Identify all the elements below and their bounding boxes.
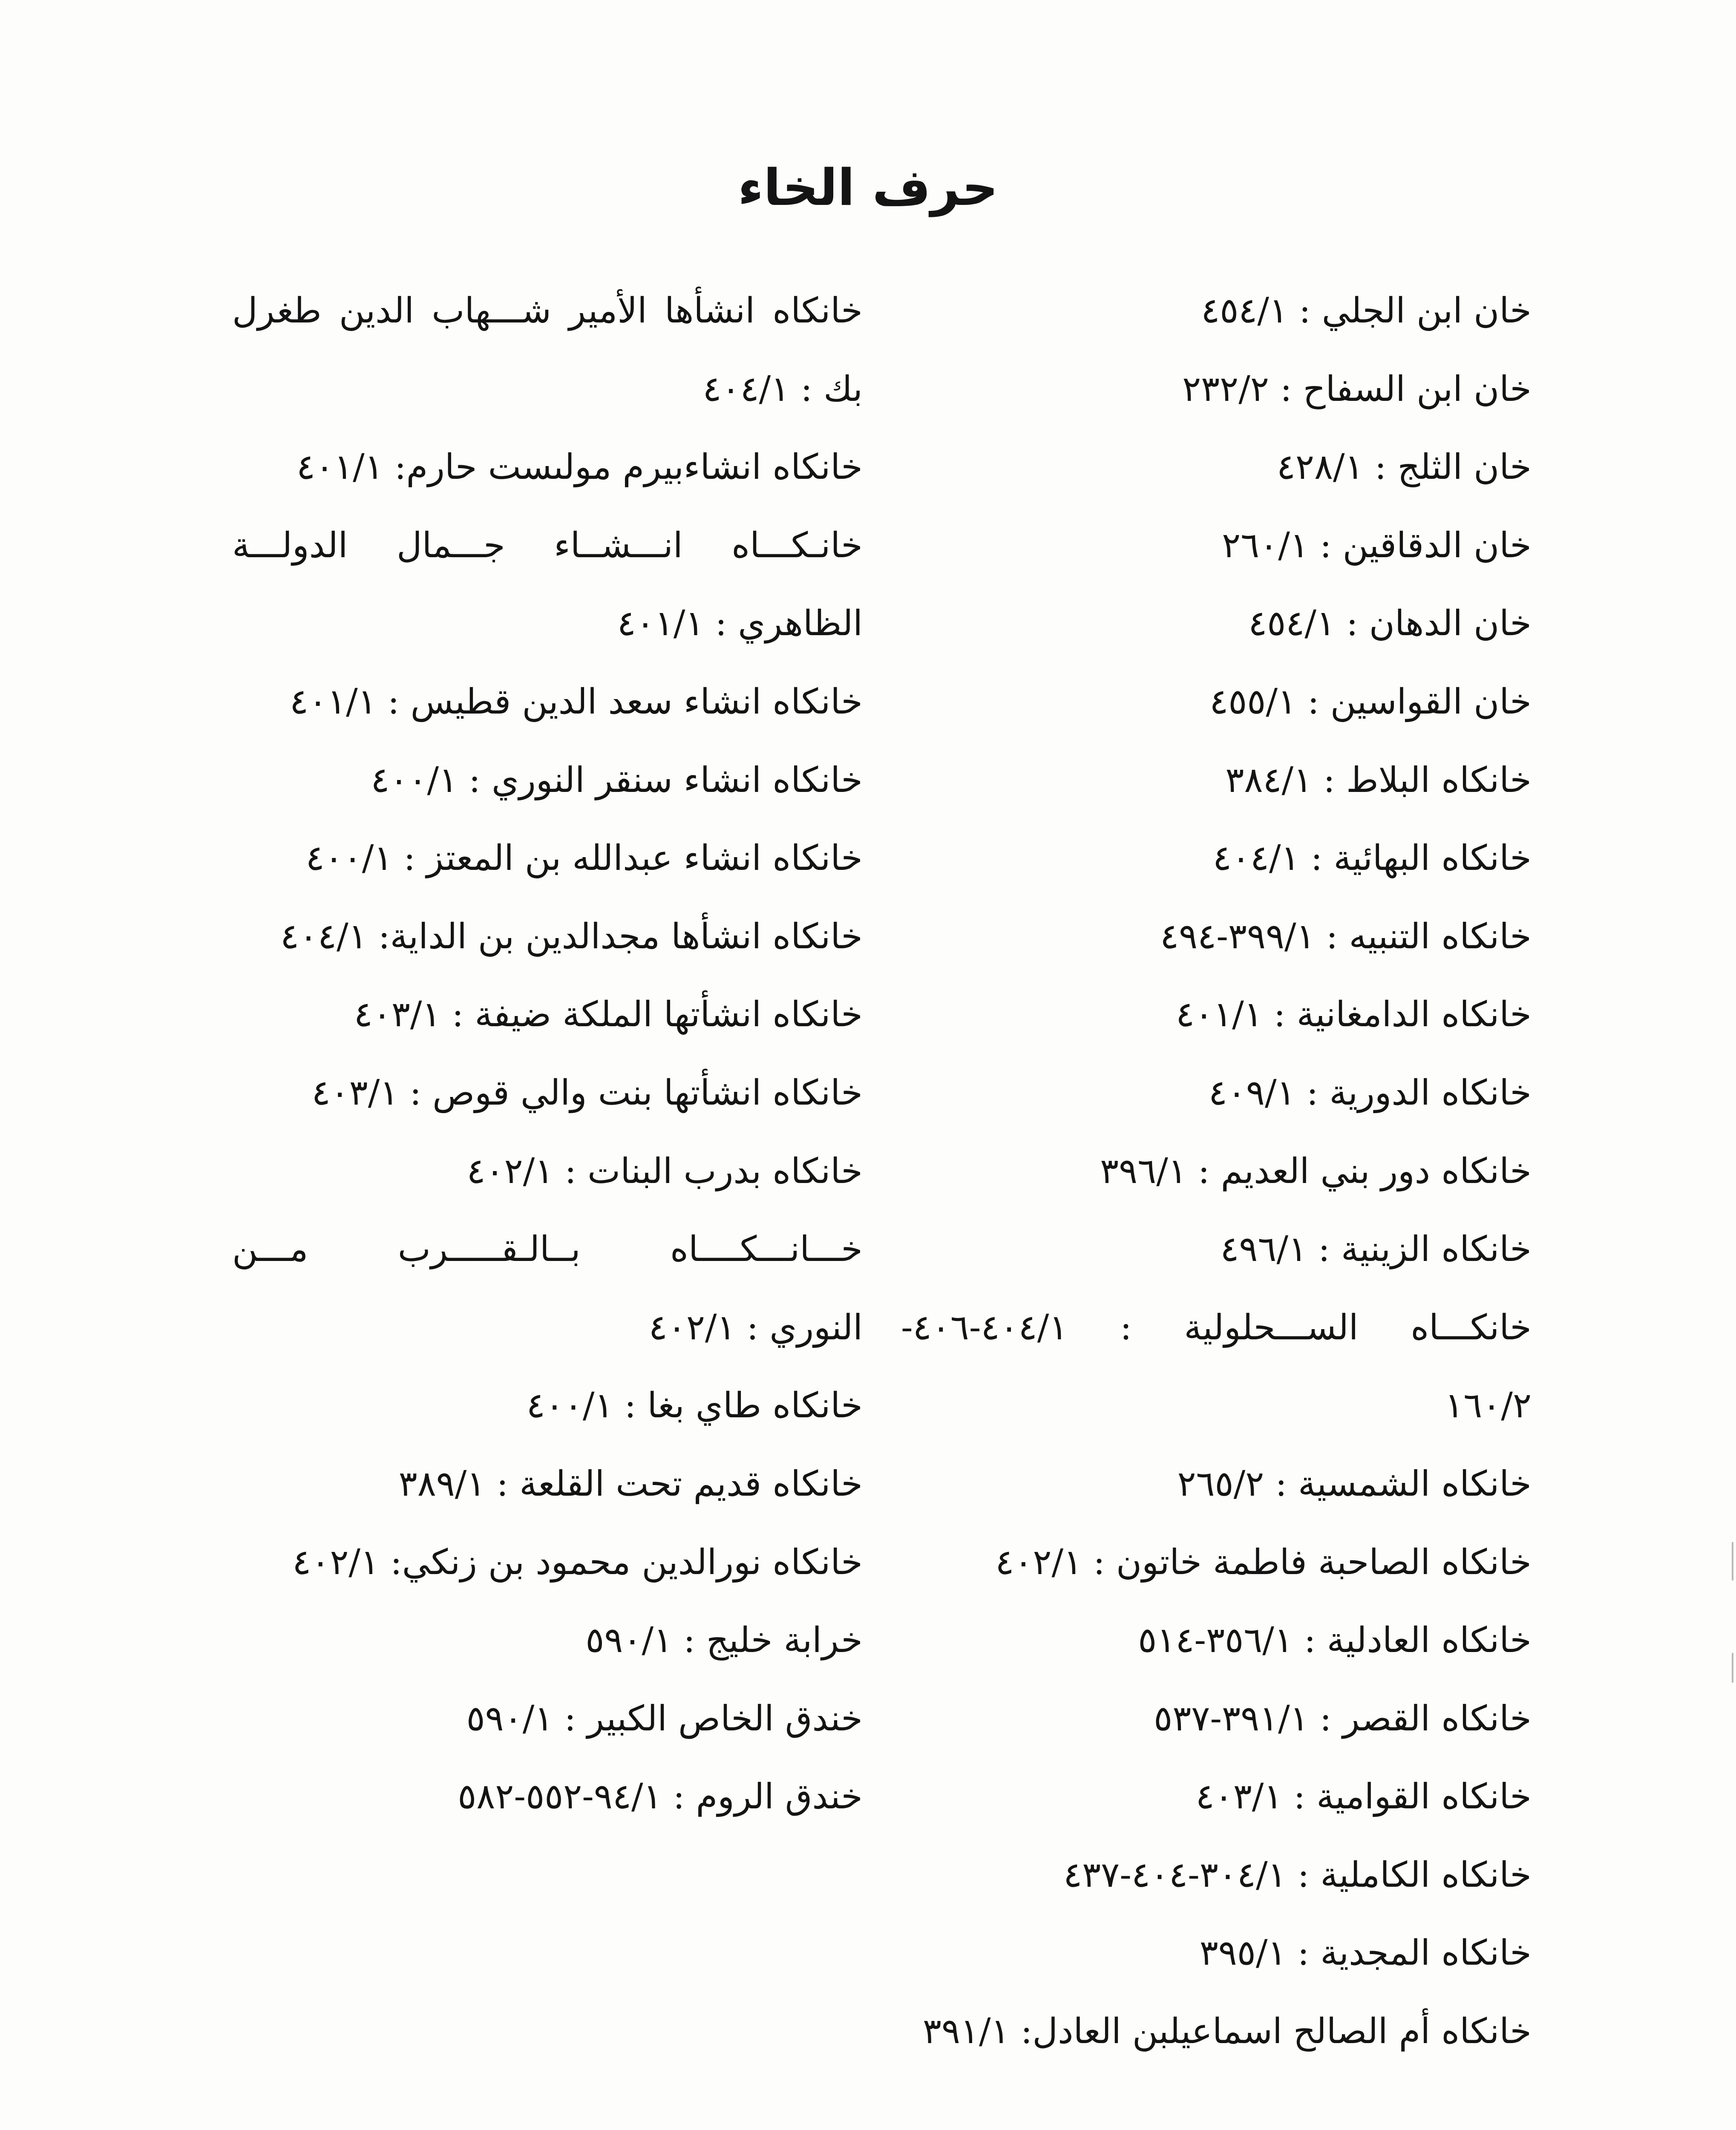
index-entry: خانكاه قديم تحت القلعة : ٣٨٩/١ <box>398 1463 863 1504</box>
index-entry: خانكاه انشاء سعد الدين قطيس : ٤٠١/١ <box>290 681 863 722</box>
index-entry: خانكاه العادلية : ٣٥٦/١-٥١٤ <box>1138 1620 1532 1661</box>
index-entry: خانـكـــاه انـــشــاء جـــمال الدولـــة <box>232 525 863 566</box>
index-entry: خرابة خليج : ٥٩٠/١ <box>585 1620 863 1661</box>
index-entry: خانكاه نورالدين محمود بن زنكي: ٤٠٢/١ <box>292 1542 863 1583</box>
index-entry: خان الثلج : ٤٢٨/١ <box>1276 447 1532 488</box>
index-entry: خانكاه المجدية : ٣٩٥/١ <box>1199 1933 1532 1974</box>
index-entry: خانكاه الدامغانية : ٤٠١/١ <box>1176 994 1532 1035</box>
index-entry: خانكاه التنبيه : ٣٩٩/١-٤٩٤ <box>1160 916 1532 957</box>
index-entry: خانكاه انشأتها الملكة ضيفة : ٤٠٣/١ <box>354 994 863 1035</box>
index-entry: خندق الروم : ٩٤/١-٥٥٢-٥٨٢ <box>458 1776 863 1817</box>
index-entry: خان الدهان : ٤٥٤/١ <box>1248 603 1532 644</box>
index-entry: خانكاه القوامية : ٤٠٣/١ <box>1195 1776 1532 1817</box>
index-entry-continuation: بك : ٤٠٤/١ <box>702 368 863 409</box>
index-column-left <box>232 272 863 1836</box>
index-entry: خانكاه انشأها مجدالدين بن الداية: ٤٠٤/١ <box>280 916 863 957</box>
scan-edge-mark <box>1732 1542 1733 1580</box>
index-entry: خانكاه البلاط : ٣٨٤/١ <box>1225 760 1532 800</box>
index-entry: خانكاه البهائية : ٤٠٤/١ <box>1212 838 1532 879</box>
index-entry: خندق الخاص الكبير : ٥٩٠/١ <box>466 1698 863 1739</box>
index-entry: خان ابن السفاح : ٢٣٢/٢ <box>1182 368 1532 409</box>
index-entry: خانكاه القصر : ٣٩١/١-٥٣٧ <box>1154 1698 1532 1739</box>
index-entry-continuation: النوري : ٤٠٢/١ <box>648 1307 863 1348</box>
index-entry: خانكاه الشمسية : ٢٦٥/٢ <box>1177 1463 1532 1504</box>
index-entry: خانكاه بدرب البنات : ٤٠٢/١ <box>466 1151 863 1192</box>
index-entry: خانكاه انشاءبيرم مولىست حارم: ٤٠١/١ <box>296 447 863 488</box>
index-entry: خانكاه انشأها الأمير شـــهاب الدين طغرل <box>232 291 863 331</box>
scan-edge-mark <box>1732 1653 1733 1683</box>
index-entry: خانكاه الصاحبة فاطمة خاتون : ٤٠٢/١ <box>995 1542 1532 1583</box>
index-entry: خانكاه انشاء عبدالله بن المعتز : ٤٠٠/١ <box>305 838 863 879</box>
index-entry: خـــانـــكــــاه بــالـقـــــرب مـــن <box>232 1229 863 1270</box>
index-entry-continuation: ١٦٠/٢ <box>1445 1385 1532 1426</box>
index-entry: خانكاه الزينية : ٤٩٦/١ <box>1220 1229 1532 1270</box>
page-title: حرف الخاء <box>737 158 999 217</box>
index-entry: خان الدقاقين : ٢٦٠/١ <box>1222 525 1532 566</box>
index-entry: خانكاه طاي بغا : ٤٠٠/١ <box>526 1385 863 1426</box>
index-entry: خان القواسين : ٤٥٥/١ <box>1209 681 1532 722</box>
index-entry: خانكاه الدورية : ٤٠٩/١ <box>1208 1072 1532 1113</box>
index-entry: خانكاه دور بني العديم : ٣٩٦/١ <box>1100 1151 1532 1192</box>
index-column-right <box>901 272 1532 2071</box>
index-entry: خانكاه انشأتها بنت والي قوص : ٤٠٣/١ <box>311 1072 863 1113</box>
index-entry: خانكاه أم الصالح اسماعيلبن العادل: ٣٩١/١ <box>922 2011 1532 2052</box>
index-entry: خانكاه انشاء سنقر النوري : ٤٠٠/١ <box>371 760 863 800</box>
index-entry-continuation: الظاهري : ٤٠١/١ <box>617 603 863 644</box>
index-entry: خانكـــاه الســـحلولية : ٤٠٤/١-٤٠٦- <box>901 1307 1532 1348</box>
index-entry: خان ابن الجلي : ٤٥٤/١ <box>1201 291 1532 331</box>
index-entry: خانكاه الكاملية : ٣٠٤/١-٤٠٤-٤٣٧ <box>1063 1854 1532 1895</box>
